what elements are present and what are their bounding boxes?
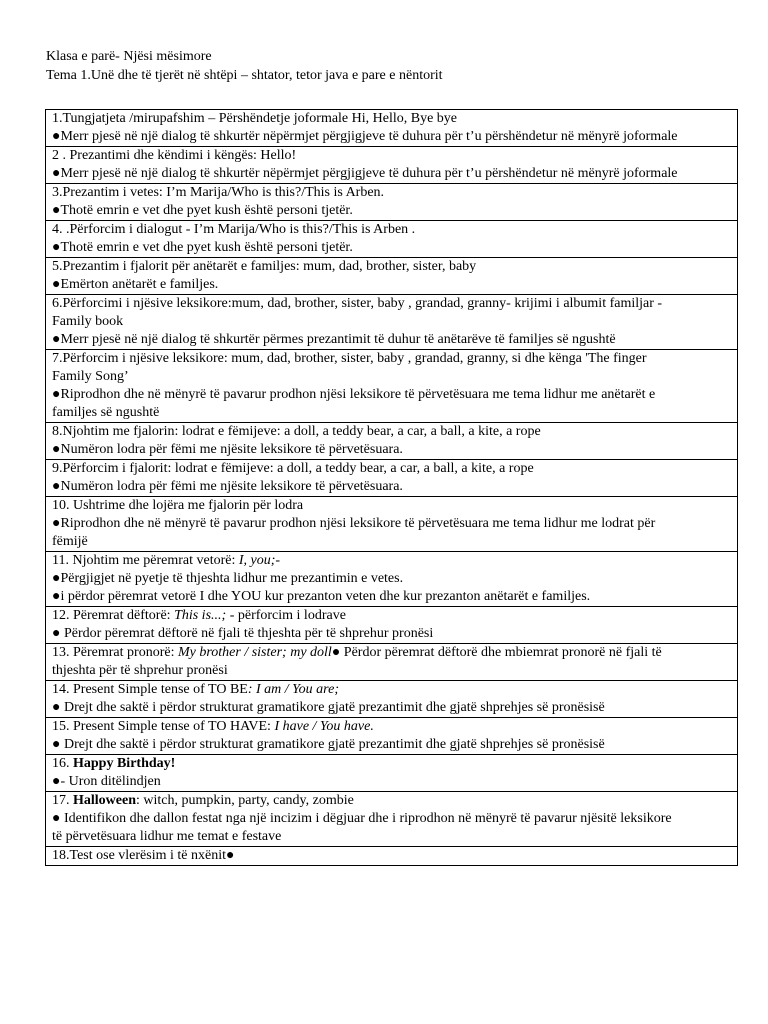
lesson-title: 7.Përforcim i njësive leksikore: mum, dad, brother, sister, baby , grandad, granny, si dhe kënga 'The finger <box>52 351 647 366</box>
lesson-title-text: 11. Njohtim me përemrat vetorë: <box>52 553 239 568</box>
lesson-objective: thjeshta për të shprehur pronësi <box>52 663 228 678</box>
lesson-title-text: 17. <box>52 793 73 808</box>
lesson-objective: ●Numëron lodra për fëmi me njësite leksikore të përvetësuara. <box>52 479 403 494</box>
lesson-objective: ●Thotë emrin e vet dhe pyet kush është personi tjetër. <box>52 203 353 218</box>
lesson-plan-table <box>45 109 738 866</box>
table-cell <box>46 184 738 221</box>
table-cell <box>46 221 738 258</box>
lesson-title: 5.Prezantim i fjalorit për anëtarët e familjes: mum, dad, brother, sister, baby <box>52 259 477 274</box>
table-row <box>46 147 738 184</box>
lesson-title-continued: Family Song’ <box>52 369 129 384</box>
lesson-title-suffix: : witch, pumpkin, party, candy, zombie <box>136 793 354 808</box>
table-cell <box>46 718 738 755</box>
table-row <box>46 847 738 866</box>
lesson-objective-continued: të përvetësuara lidhur me temat e festave <box>52 829 282 844</box>
table-row <box>46 792 738 847</box>
table-row <box>46 460 738 497</box>
lesson-title: 1.Tungjatjeta /mirupafshim – Përshëndetje joformale Hi, Hello, Bye bye <box>52 111 458 126</box>
table-row <box>46 755 738 792</box>
lesson-title: 2 . Prezantimi dhe këndimi i këngës: Hello! <box>52 148 297 163</box>
lesson-title <box>52 792 737 810</box>
lesson-objective: ●- Uron ditëlindjen <box>52 774 161 789</box>
lesson-title: 8.Njohtim me fjalorin: lodrat e fëmijeve: a doll, a teddy bear, a car, a ball, a kite, a rope <box>52 424 541 439</box>
lesson-title <box>52 607 737 625</box>
lesson-title-italic: My brother / sister; my doll <box>177 645 332 660</box>
table-row <box>46 718 738 755</box>
table-cell <box>46 110 738 147</box>
table-cell <box>46 423 738 460</box>
table-row <box>46 423 738 460</box>
lesson-objective: ●Riprodhon dhe në mënyrë të pavarur prodhon njësi leksikore të përvetësuara me tema lidhur me lodrat për <box>52 516 656 531</box>
lesson-title-italic: I have / You have. <box>274 719 374 734</box>
lesson-objective-second: ●i përdor përemrat vetorë I dhe YOU kur prezanton veten dhe kur prezanton anëtarët e familjes. <box>52 589 591 604</box>
lesson-objective: ●Numëron lodra për fëmi me njësite leksikore të përvetësuara. <box>52 442 403 457</box>
table-row <box>46 184 738 221</box>
lesson-title <box>52 681 737 699</box>
table-cell <box>46 350 738 423</box>
table-row <box>46 221 738 258</box>
table-row <box>46 258 738 295</box>
lesson-title-italic: This is...; <box>174 608 230 623</box>
table-cell <box>46 644 738 681</box>
lesson-title-suffix: - përforcim i lodrave <box>229 608 346 623</box>
table-cell <box>46 792 738 847</box>
lesson-title <box>52 755 737 773</box>
table-cell <box>46 755 738 792</box>
lesson-title: 10. Ushtrime dhe lojëra me fjalorin për lodra <box>52 498 304 513</box>
lesson-objective: ●Merr pjesë në një dialog të shkurtër nëpërmjet përgjigjeve të duhura për t’u përshëndetur në mënyrë joformale <box>52 129 678 144</box>
table-row <box>46 110 738 147</box>
table-row <box>46 552 738 607</box>
lesson-objective-continued: familjes së ngushtë <box>52 405 160 420</box>
table-row <box>46 497 738 552</box>
lesson-objective: ● Identifikon dhe dallon festat nga një incizim i dëgjuar dhe i riprodhon në mënyrë të pavarur njësitë leksikore <box>52 811 672 826</box>
table-cell <box>46 460 738 497</box>
lesson-title <box>52 552 737 570</box>
table-row <box>46 295 738 350</box>
table-cell <box>46 552 738 607</box>
theme-title: Tema 1.Unë dhe të tjerët në shtëpi – shtator, tetor java e pare e nëntorit <box>46 68 443 83</box>
lesson-title: 4. .Përforcim i dialogut - I’m Marija/Who is this?/This is Arben . <box>52 222 416 237</box>
table-row <box>46 350 738 423</box>
lesson-title-italic: : I am / You are; <box>247 682 339 697</box>
lesson-title-continued: Family book <box>52 314 124 329</box>
lesson-objective: ●Emërton anëtarët e familjes. <box>52 277 219 292</box>
lesson-title-text: 13. Përemrat pronorë: <box>52 645 178 660</box>
lesson-title <box>52 718 737 736</box>
lesson-objective-continued: fëmijë <box>52 534 88 549</box>
lesson-title: 9.Përforcim i fjalorit: lodrat e fëmijeve: a doll, a teddy bear, a car, a ball, a kite, a rope <box>52 461 534 476</box>
table-cell <box>46 258 738 295</box>
lesson-title-text: 12. Përemrat dëftorë: <box>52 608 175 623</box>
lesson-objective: ●Merr pjesë në një dialog të shkurtër përmes prezantimit të duhur të anëtarëve të familjes së ngushtë <box>52 332 616 347</box>
lesson-title <box>52 644 737 662</box>
table-cell <box>46 681 738 718</box>
table-cell <box>46 497 738 552</box>
lesson-title-suffix: ● Përdor përemrat dëftorë dhe mbiemrat pronorë në fjali të <box>331 645 662 660</box>
table-cell <box>46 847 738 866</box>
table-row <box>46 644 738 681</box>
lesson-title-italic: I, you;- <box>238 553 281 568</box>
lesson-objective: ● Përdor përemrat dëftorë në fjali të thjeshta për të shprehur pronësi <box>52 626 434 641</box>
lesson-objective: ● Drejt dhe saktë i përdor strukturat gramatikore gjatë prezantimit dhe gjatë shprehjes së pronësisë <box>52 737 605 752</box>
lesson-objective: ● Drejt dhe saktë i përdor strukturat gramatikore gjatë prezantimit dhe gjatë shprehjes së pronësisë <box>52 700 605 715</box>
lesson-title-bold: Happy Birthday! <box>73 756 176 771</box>
document-header <box>46 47 443 85</box>
table-row <box>46 681 738 718</box>
lesson-objective: ●Përgjigjet në pyetje të thjeshta lidhur me prezantimin e vetes. <box>52 571 404 586</box>
class-title: Klasa e parë- Njësi mësimore <box>46 49 212 64</box>
lesson-title: 3.Prezantim i vetes: I’m Marija/Who is this?/This is Arben. <box>52 185 385 200</box>
lesson-title-text: 15. Present Simple tense of TO HAVE: <box>52 719 275 734</box>
table-cell <box>46 607 738 644</box>
lesson-title: 18.Test ose vlerësim i të nxënit● <box>52 848 235 863</box>
lesson-title: 6.Përforcimi i njësive leksikore:mum, dad, brother, sister, baby , grandad, granny- krijimi i albumit familjar - <box>52 296 663 311</box>
table-cell <box>46 295 738 350</box>
lesson-objective: ●Thotë emrin e vet dhe pyet kush është personi tjetër. <box>52 240 353 255</box>
lesson-objective: ●Merr pjesë në një dialog të shkurtër nëpërmjet përgjigjeve të duhura për t’u përshëndetur në mënyrë joformale <box>52 166 678 181</box>
table-cell <box>46 147 738 184</box>
table-row <box>46 607 738 644</box>
lesson-title-text: 16. <box>52 756 73 771</box>
lesson-title-bold: Halloween <box>73 793 136 808</box>
lesson-objective: ●Riprodhon dhe në mënyrë të pavarur prodhon njësi leksikore të përvetësuara me tema lidhur me anëtarët e <box>52 387 656 402</box>
lesson-title-text: 14. Present Simple tense of TO BE <box>52 682 248 697</box>
